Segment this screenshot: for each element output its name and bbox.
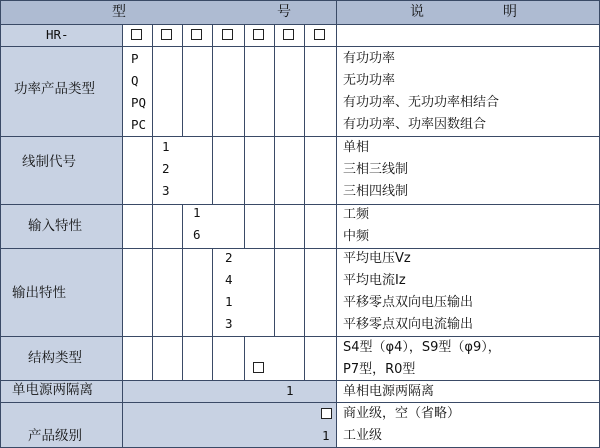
- input-desc-1: 工频: [343, 207, 370, 222]
- code-slot-6: [283, 29, 294, 40]
- output-desc-3: 平移零点双向电流输出: [343, 317, 474, 332]
- power-code-p: P: [131, 51, 139, 66]
- isolation-row-bg: [122, 380, 336, 402]
- output-code-4: 4: [225, 272, 233, 287]
- grade-desc-2: 工业级: [343, 428, 383, 443]
- header-desc-char1: 说: [410, 4, 424, 20]
- grade-code-1: 1: [322, 428, 330, 443]
- code-slot-5: [253, 29, 264, 40]
- header-model-char1: 型: [112, 4, 126, 20]
- code-slot-4: [222, 29, 233, 40]
- header-model-char2: 号: [277, 4, 291, 20]
- structure-label: 结构类型: [28, 350, 82, 366]
- grade-label: 产品级别: [28, 428, 82, 444]
- power-desc-pq: 有功功率、无功功率相结合: [343, 95, 500, 110]
- code-slot-2: [161, 29, 172, 40]
- grade-code-slot: [321, 408, 332, 419]
- wiring-code-1: 1: [162, 139, 170, 154]
- output-code-1: 1: [225, 294, 233, 309]
- isolation-code: 1: [286, 383, 294, 398]
- input-desc-6: 中频: [343, 229, 370, 244]
- wiring-desc-1: 单相: [343, 140, 370, 155]
- code-slot-3: [191, 29, 202, 40]
- power-desc-p: 有功功率: [343, 51, 396, 66]
- output-code-3: 3: [225, 316, 233, 331]
- power-code-pq: PQ: [131, 95, 147, 110]
- power-type-label: 功率产品类型: [14, 81, 95, 97]
- structure-code-slot: [253, 362, 264, 373]
- isolation-desc: 单相电源两隔离: [343, 384, 435, 399]
- input-label: 输入特性: [28, 218, 82, 234]
- wiring-desc-3: 三相四线制: [343, 184, 409, 199]
- wiring-code-2: 2: [162, 161, 170, 176]
- output-code-2: 2: [225, 250, 233, 265]
- power-code-pc: PC: [131, 117, 147, 132]
- header-desc-char2: 明: [503, 4, 517, 20]
- power-code-q: Q: [131, 73, 139, 88]
- wiring-desc-2: 三相三线制: [343, 162, 409, 177]
- isolation-label: 单电源两隔离: [12, 382, 93, 398]
- structure-desc-2: P7型，R0型: [343, 362, 416, 377]
- grade-desc-1: 商业级，空（省略）: [343, 406, 461, 421]
- output-label: 输出特性: [12, 285, 66, 301]
- power-desc-pc: 有功功率、功率因数组合: [343, 117, 487, 132]
- code-slot-1: [131, 29, 142, 40]
- output-desc-4: 平均电流Iz: [343, 273, 406, 288]
- input-code-6: 6: [193, 227, 201, 242]
- output-desc-1: 平移零点双向电压输出: [343, 295, 474, 310]
- wiring-label: 线制代号: [22, 154, 76, 170]
- power-desc-q: 无功功率: [343, 73, 396, 88]
- structure-desc-1: S4型（φ4），S9型（φ9），: [343, 340, 501, 355]
- input-code-1: 1: [193, 205, 201, 220]
- output-desc-2: 平均电压Vz: [343, 251, 411, 266]
- hr-prefix: HR-: [46, 27, 69, 42]
- wiring-code-3: 3: [162, 183, 170, 198]
- code-slot-7: [314, 29, 325, 40]
- grade-row-bg: [122, 402, 336, 448]
